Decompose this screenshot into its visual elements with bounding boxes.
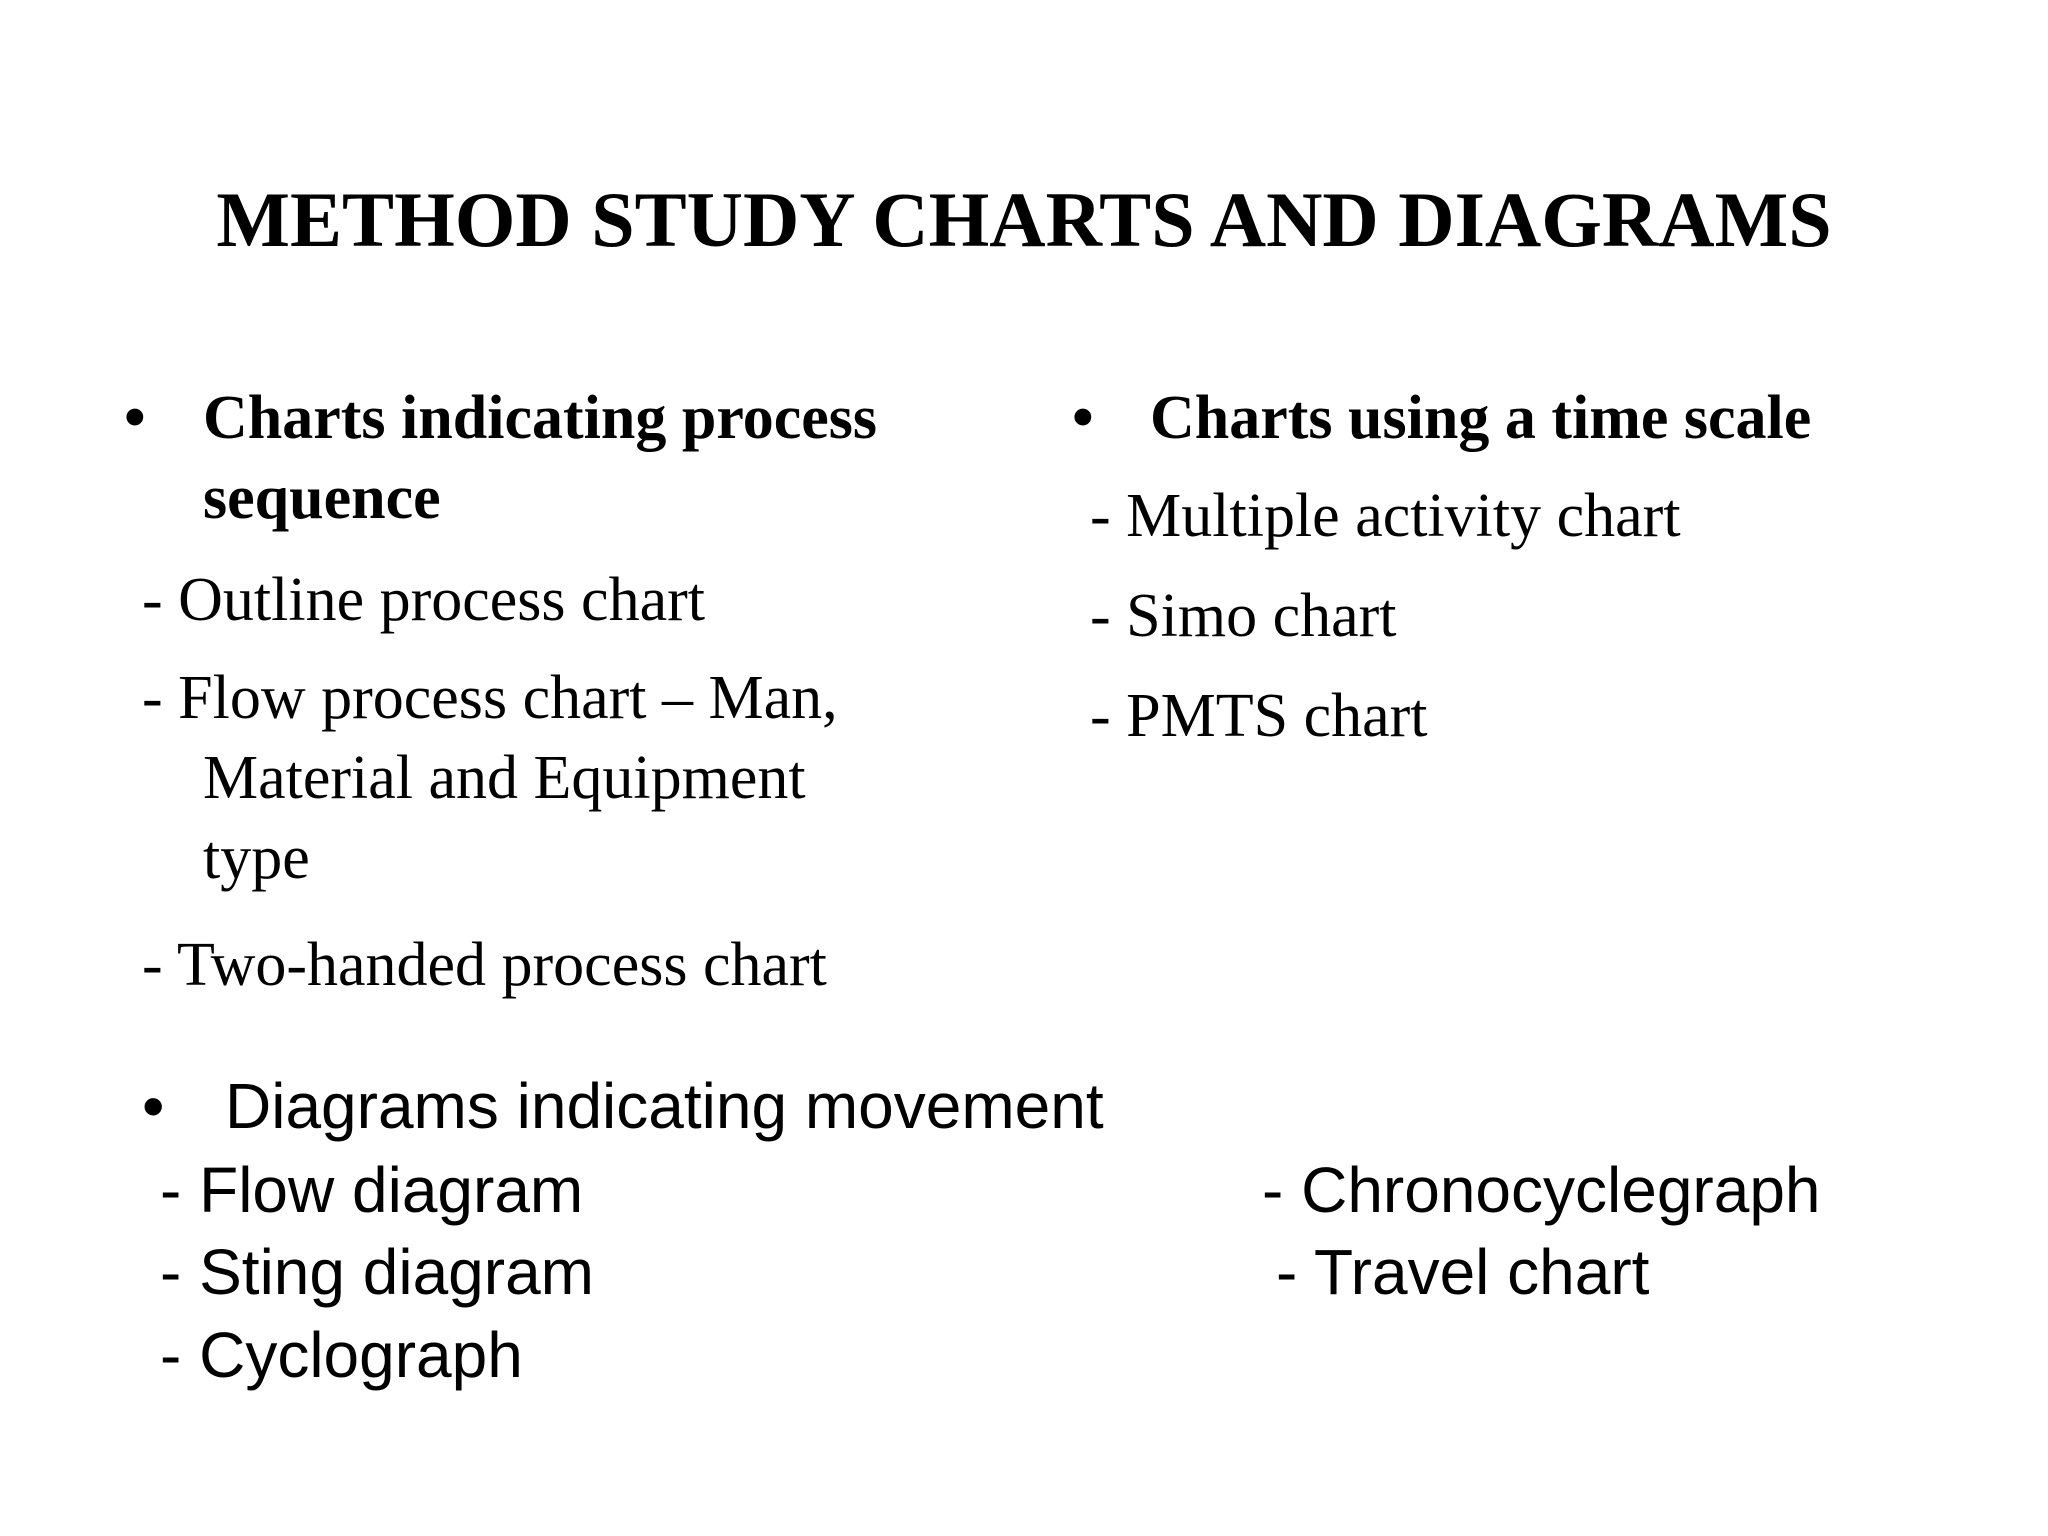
left-item-flow-process-chart: - Flow process chart – Man, (142, 664, 838, 732)
left-bullet-icon: • (124, 384, 146, 452)
right-item-pmts-chart: - PMTS chart (1090, 682, 1428, 750)
left-item-flow-process-chart-cont1: Material and Equipment (203, 744, 806, 812)
left-heading-line1: Charts indicating process (203, 384, 878, 452)
right-heading: Charts using a time scale (1150, 384, 1812, 452)
right-item-multiple-activity-chart: - Multiple activity chart (1090, 482, 1681, 550)
right-bullet-icon: • (1072, 384, 1094, 452)
bottom-item-sting-diagram: - Sting diagram (160, 1236, 594, 1308)
slide-title: METHOD STUDY CHARTS AND DIAGRAMS (216, 176, 1832, 263)
bottom-bullet-icon: • (142, 1070, 165, 1142)
bottom-item-flow-diagram: - Flow diagram (160, 1154, 584, 1226)
bottom-item-cyclograph: - Cyclograph (160, 1319, 523, 1391)
left-item-outline-process-chart: - Outline process chart (142, 566, 705, 634)
left-item-two-handed-process-chart: - Two-handed process chart (142, 931, 827, 999)
left-item-flow-process-chart-cont2: type (203, 824, 310, 892)
bottom-item-chronocyclegraph: - Chronocyclegraph (1262, 1154, 1821, 1226)
bottom-heading: Diagrams indicating movement (225, 1070, 1104, 1142)
right-item-simo-chart: - Simo chart (1090, 582, 1397, 650)
bottom-item-travel-chart: - Travel chart (1276, 1236, 1650, 1308)
left-heading-line2: sequence (203, 464, 441, 532)
